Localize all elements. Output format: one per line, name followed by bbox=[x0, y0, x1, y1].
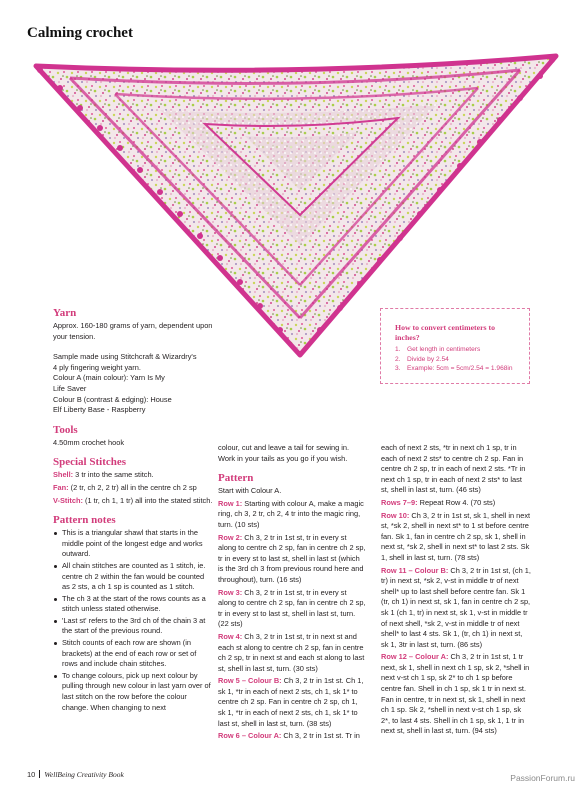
tools-text: 4.50mm crochet hook bbox=[53, 437, 125, 447]
book-title: WellBeing Creativity Book bbox=[44, 770, 124, 779]
pattern-row: Row 5 – Colour B: Ch 3, 2 tr in 1st st. Ch 1, sk 1, *tr in each of next 2 sts, ch 1, sk 1* to centre ch 2 sp. Fan in centre ch 2 sp, ch 1, sk 1, *tr in each of next 2 sts, ch 1, sk 1* to last st, shell in last st, turn. (38 sts) bbox=[218, 676, 364, 728]
pattern-row: Rows 7–9: Repeat Row 4. (70 sts) bbox=[381, 497, 496, 507]
yarn-details bbox=[53, 352, 213, 416]
column-3 bbox=[381, 443, 531, 737]
yarn-heading: Yarn bbox=[53, 307, 77, 319]
pattern-heading: Pattern bbox=[218, 472, 254, 485]
list-item: 'Last st' refers to the 3rd ch of the chain 3 at the start of the previous round. bbox=[62, 616, 213, 637]
pattern-row: each of next 2 sts, *tr in next ch 1 sp, tr in each of next 2 sts* to centre ch 2 sp. Fan in centre ch 2 sp, tr in each of next 2 sts. *Tr in next ch 1 sp, tr in each of next 2 sts* to last st, shell in last st, turn. (46 sts) bbox=[381, 443, 526, 495]
notes-continued: colour, cut and leave a tail for sewing in. Work in your tails as you go if you wish. bbox=[218, 443, 350, 463]
yarn-line: Elf Liberty Base - Raspberry bbox=[53, 405, 146, 415]
special-stitches-heading: Special Stitches bbox=[53, 456, 127, 469]
page-title: Calming crochet bbox=[27, 25, 133, 41]
pattern-notes-list bbox=[53, 528, 213, 713]
pattern-row: Row 3: Ch 3, 2 tr in 1st st, tr in every st along to centre ch 2 sp, fan in centre ch 2 sp, tr in every st to last st, shell in last st, turn. (22 sts) bbox=[218, 587, 366, 629]
stitch-definition: Shell: 3 tr into the same stitch. bbox=[53, 470, 154, 480]
pattern-row: Row 6 – Colour A: Ch 3, 2 tr in 1st st. Tr in bbox=[218, 731, 360, 741]
yarn-line: 4 ply fingering weight yarn. bbox=[53, 362, 141, 372]
pattern-row: Row 1: Starting with colour A, make a magic ring, ch 3, 2 tr, ch 2, 4 tr into the magic ring, turn. (10 sts) bbox=[218, 498, 364, 529]
pattern-row: Row 2: Ch 3, 2 tr in 1st st, tr in every st along to centre ch 2 sp, fan in centre ch 2 sp, tr in every st to last st, shell in last st (which is the 3rd ch 3 from previous round here and throughout), turn. (16 sts) bbox=[218, 532, 366, 584]
pattern-row: Row 10: Ch 3, 2 tr in 1st st, sk 1, shell in next st, *sk 2, shell in next st* to 1 st before centre fan. Sk 1, fan in centre ch 2 sp, sk 1, shell in next st, *sk 2, shell in next st* to last 2 sts. Sk 1, shell in last st, turn. (78 sts) bbox=[381, 510, 531, 562]
pattern-row: Row 4: Ch 3, 2 tr in 1st st, tr in next st and each st along to centre ch 2 sp, fan in centre ch 2 sp, tr in next st and each st along to last st, shell in last st, turn. (30 sts) bbox=[218, 631, 365, 673]
list-item: The ch 3 at the start of the rows counts as a stitch unless stated otherwise. bbox=[62, 594, 213, 615]
watermark: PassionForum.ru bbox=[510, 773, 575, 783]
conversion-box bbox=[380, 308, 530, 384]
yarn-line: Colour B (contrast & edging): House bbox=[53, 394, 172, 404]
conversion-title: How to convert centimeters to inches? bbox=[395, 323, 496, 342]
conversion-steps bbox=[395, 345, 519, 374]
conversion-step: 2. Divide by 2.54 bbox=[395, 355, 449, 363]
yarn-line: Life Saver bbox=[53, 383, 87, 393]
column-1 bbox=[53, 307, 213, 714]
list-item: To change colours, pick up next colour by pulling through new colour in last yarn over of last stitch on the row before the colour change. When changing to next bbox=[62, 671, 213, 713]
page-footer bbox=[27, 770, 124, 779]
pattern-notes-heading: Pattern notes bbox=[53, 514, 116, 527]
page-number: 10 bbox=[27, 770, 36, 779]
stitch-definition: V-Stitch: (1 tr, ch 1, 1 tr) all into the stated stitch. bbox=[53, 495, 213, 505]
yarn-line: Colour A (main colour): Yarn Is My bbox=[53, 373, 165, 383]
list-item: All chain stitches are counted as 1 stitch, ie. centre ch 2 within the fan would be counted as 2 sts, a ch 1 sp is counted as 1 stitch. bbox=[62, 561, 213, 593]
pattern-intro: Start with Colour A. bbox=[218, 486, 282, 496]
column-2 bbox=[218, 443, 366, 742]
tools-heading: Tools bbox=[53, 423, 78, 436]
yarn-text: Approx. 160-180 grams of yarn, dependent upon your tension. bbox=[53, 321, 213, 341]
conversion-step: 3. Example: 5cm = 5cm/2.54 = 1.968in bbox=[395, 365, 513, 373]
yarn-line: Sample made using Stitchcraft & Wizardry's bbox=[53, 352, 197, 362]
conversion-step: 1. Get length in centimeters bbox=[395, 346, 481, 353]
list-item: This is a triangular shawl that starts in the middle point of the longest edge and works outward. bbox=[62, 528, 213, 560]
stitch-definition: Fan: (2 tr, ch 2, 2 tr) all in the centre ch 2 sp bbox=[53, 482, 197, 492]
list-item: Stitch counts of each row are shown (in brackets) at the end of each row or set of rows and include chain stitches. bbox=[62, 638, 213, 670]
pattern-row: Row 12 – Colour A: Ch 3, 2 tr in 1st st, 1 tr next, sk 1, shell in next ch 1 sp, sk 2, *shell in next v-st ch 1 sp, sk 2* to ch 1 sp before centre fan. Shell in ch 1 sp, sk 1 tr in next st. Fan in centre, tr in next st, sk 1, shell in next ch 1 sp. Sk 2, *shell in next v-st ch 1 sp, sk 2*, to last 4 sts. Shell in ch 1 sp, sk 1, 1 tr in next st, shell in last st, turn. (94 sts) bbox=[381, 652, 530, 736]
pattern-row: Row 11 – Colour B: Ch 3, 2 tr in 1st st, (ch 1, tr) in next st, *sk 2, v-st in middle tr of next shell* up to last shell before centre fan. Sk 1 (tr, ch 1) in next st, sk 1, fan in centre ch 2 sp, sk 1 (ch 1, tr) in next st, sk 1, v-st in middle tr of next shell, *sk 2, v-st in middle tr of next shell* to last 4 sts. Sk 1, (tr, ch 1) in next st, sk 1, 3tr in last st, turn. (86 sts) bbox=[381, 565, 531, 649]
